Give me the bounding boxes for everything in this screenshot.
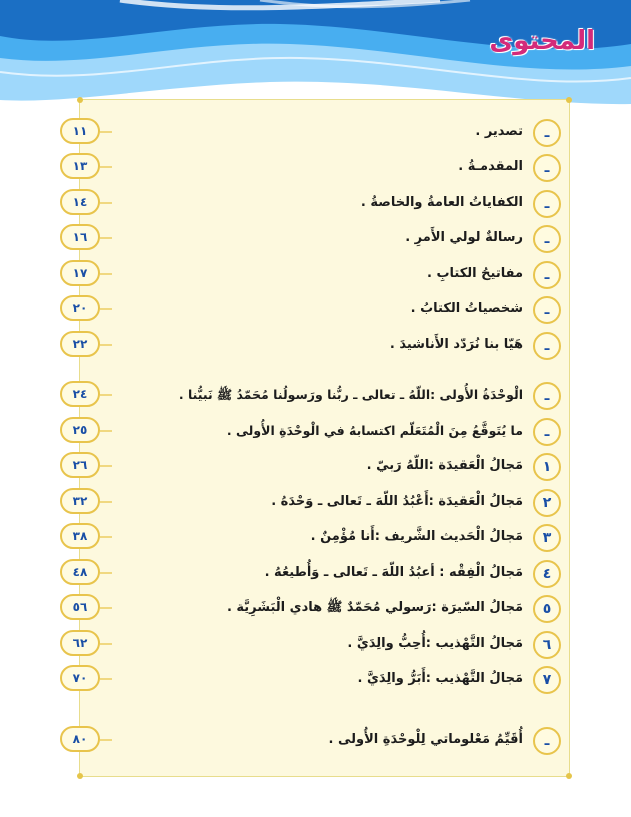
leader-line	[100, 643, 112, 645]
item-marker: ـ	[533, 225, 561, 253]
item-marker: ٢	[533, 489, 561, 517]
toc-entry-text: مَجالُ التَّهْذيب :أَبَرُّ والِدَيَّ .	[357, 671, 523, 686]
toc-row[interactable]	[0, 417, 631, 447]
item-marker: ـ	[533, 727, 561, 755]
item-marker: ٣	[533, 524, 561, 552]
toc-entry-text: شخصياتُ الكتابُ .	[410, 301, 523, 316]
leader-line	[100, 166, 112, 168]
toc-entry-text: ما يُتَوقَّعُ مِنَ الْمُتَعَلّم اكتسابهُ في الْوحْدَةِ الأُولى .	[226, 423, 523, 438]
toc-row[interactable]	[0, 523, 631, 553]
page-number: ١١	[60, 118, 100, 144]
toc-row[interactable]	[0, 630, 631, 660]
leader-line	[100, 344, 112, 346]
toc-entry-text: تصدير .	[475, 124, 523, 139]
item-marker: ١	[533, 453, 561, 481]
toc-row[interactable]	[0, 665, 631, 695]
item-marker: ـ	[533, 119, 561, 147]
toc-entry-text: مفاتيحُ الكتابِ .	[427, 266, 523, 281]
toc-entry-text: مَجالُ الْعَقيدَة :أَعْبُدُ اللّهَ ـ تَعالى ـ وَحْدَهُ .	[271, 494, 523, 509]
page-number: ١٧	[60, 260, 100, 286]
leader-line	[100, 202, 112, 204]
toc-row[interactable]	[0, 260, 631, 290]
leader-line	[100, 501, 112, 503]
leader-line	[100, 131, 112, 133]
item-marker: ٦	[533, 631, 561, 659]
toc-row[interactable]	[0, 189, 631, 219]
leader-line	[100, 678, 112, 680]
item-marker: ـ	[533, 418, 561, 446]
item-marker: ٥	[533, 595, 561, 623]
corner-dot	[77, 97, 83, 103]
toc-entry-text: مَجالُ السّيرَة :رَسولي مُحَمّدٌ ﷺ هادي الْبَشَرِيَّة .	[226, 600, 523, 615]
page-number: ٦٢	[60, 630, 100, 656]
item-marker: ٧	[533, 666, 561, 694]
toc-entry-text: رسالةٌ لولي الأَمرِ .	[405, 230, 523, 245]
page-number: ١٦	[60, 224, 100, 250]
page-number: ٤٨	[60, 559, 100, 585]
corner-dot	[77, 773, 83, 779]
toc-row[interactable]	[0, 295, 631, 325]
item-marker: ٤	[533, 560, 561, 588]
leader-line	[100, 273, 112, 275]
page-number: ٣٢	[60, 488, 100, 514]
leader-line	[100, 465, 112, 467]
leader-line	[100, 607, 112, 609]
toc-row[interactable]	[0, 331, 631, 361]
leader-line	[100, 308, 112, 310]
page-number: ٢٠	[60, 295, 100, 321]
toc-row[interactable]	[0, 452, 631, 482]
toc-row[interactable]	[0, 594, 631, 624]
page-number: ٢٥	[60, 417, 100, 443]
page-number: ٧٠	[60, 665, 100, 691]
toc-row[interactable]	[0, 488, 631, 518]
toc-entry-text: الْوحْدَةُ الأُولى :اللّهُ ـ تعالى ـ ربُّنا ورَسولُنا مُحَمّدُ ﷺ نَبيُّنا .	[178, 387, 523, 402]
leader-line	[100, 572, 112, 574]
toc-entry-text: هَيّا بنا نُرَدّد الأَناشيدَ .	[389, 337, 523, 352]
toc-entry-text: المقدمـةُ .	[458, 159, 523, 174]
item-marker: ـ	[533, 261, 561, 289]
toc-row[interactable]	[0, 726, 631, 756]
leader-line	[100, 536, 112, 538]
item-marker: ـ	[533, 190, 561, 218]
toc-entry-text: الكفاياتُ العامةُ والخاصةُ .	[360, 195, 523, 210]
item-marker: ـ	[533, 154, 561, 182]
page-number: ٢٦	[60, 452, 100, 478]
toc-entry-text: مَجالُ الْفِقْه : أعبُدُ اللّهَ ـ تَعالى ـ وَأُطيعُهُ .	[264, 565, 523, 580]
toc-row[interactable]	[0, 153, 631, 183]
page-number: ٣٨	[60, 523, 100, 549]
item-marker: ـ	[533, 382, 561, 410]
page-title: المحتوى	[489, 26, 595, 56]
item-marker: ـ	[533, 332, 561, 360]
leader-line	[100, 739, 112, 741]
toc-row[interactable]	[0, 381, 631, 411]
leader-line	[100, 394, 112, 396]
page-number: ١٣	[60, 153, 100, 179]
item-marker: ـ	[533, 296, 561, 324]
page-number: ٢٤	[60, 381, 100, 407]
toc-row[interactable]	[0, 118, 631, 148]
toc-entry-text: مَجالُ الْعَقيدَة :اللّهُ رَبيّ .	[366, 458, 523, 473]
toc-row[interactable]	[0, 224, 631, 254]
toc-entry-text: أُقَيِّمُ مَعْلوماتي لِلْوحْدَةِ الأُولى .	[328, 732, 523, 747]
toc-entry-text: مَجالُ الْحَديث الشَّريف :أَنا مُؤْمِنٌ .	[310, 529, 523, 544]
page-number: ١٤	[60, 189, 100, 215]
toc-entry-text: مَجالُ التَّهْذيب :أُحِبُّ والِدَيَّ .	[347, 636, 523, 651]
page-number: ٢٢	[60, 331, 100, 357]
toc-row[interactable]	[0, 559, 631, 589]
leader-line	[100, 430, 112, 432]
page-number: ٨٠	[60, 726, 100, 752]
corner-dot	[566, 773, 572, 779]
corner-dot	[566, 97, 572, 103]
leader-line	[100, 237, 112, 239]
page-number: ٥٦	[60, 594, 100, 620]
